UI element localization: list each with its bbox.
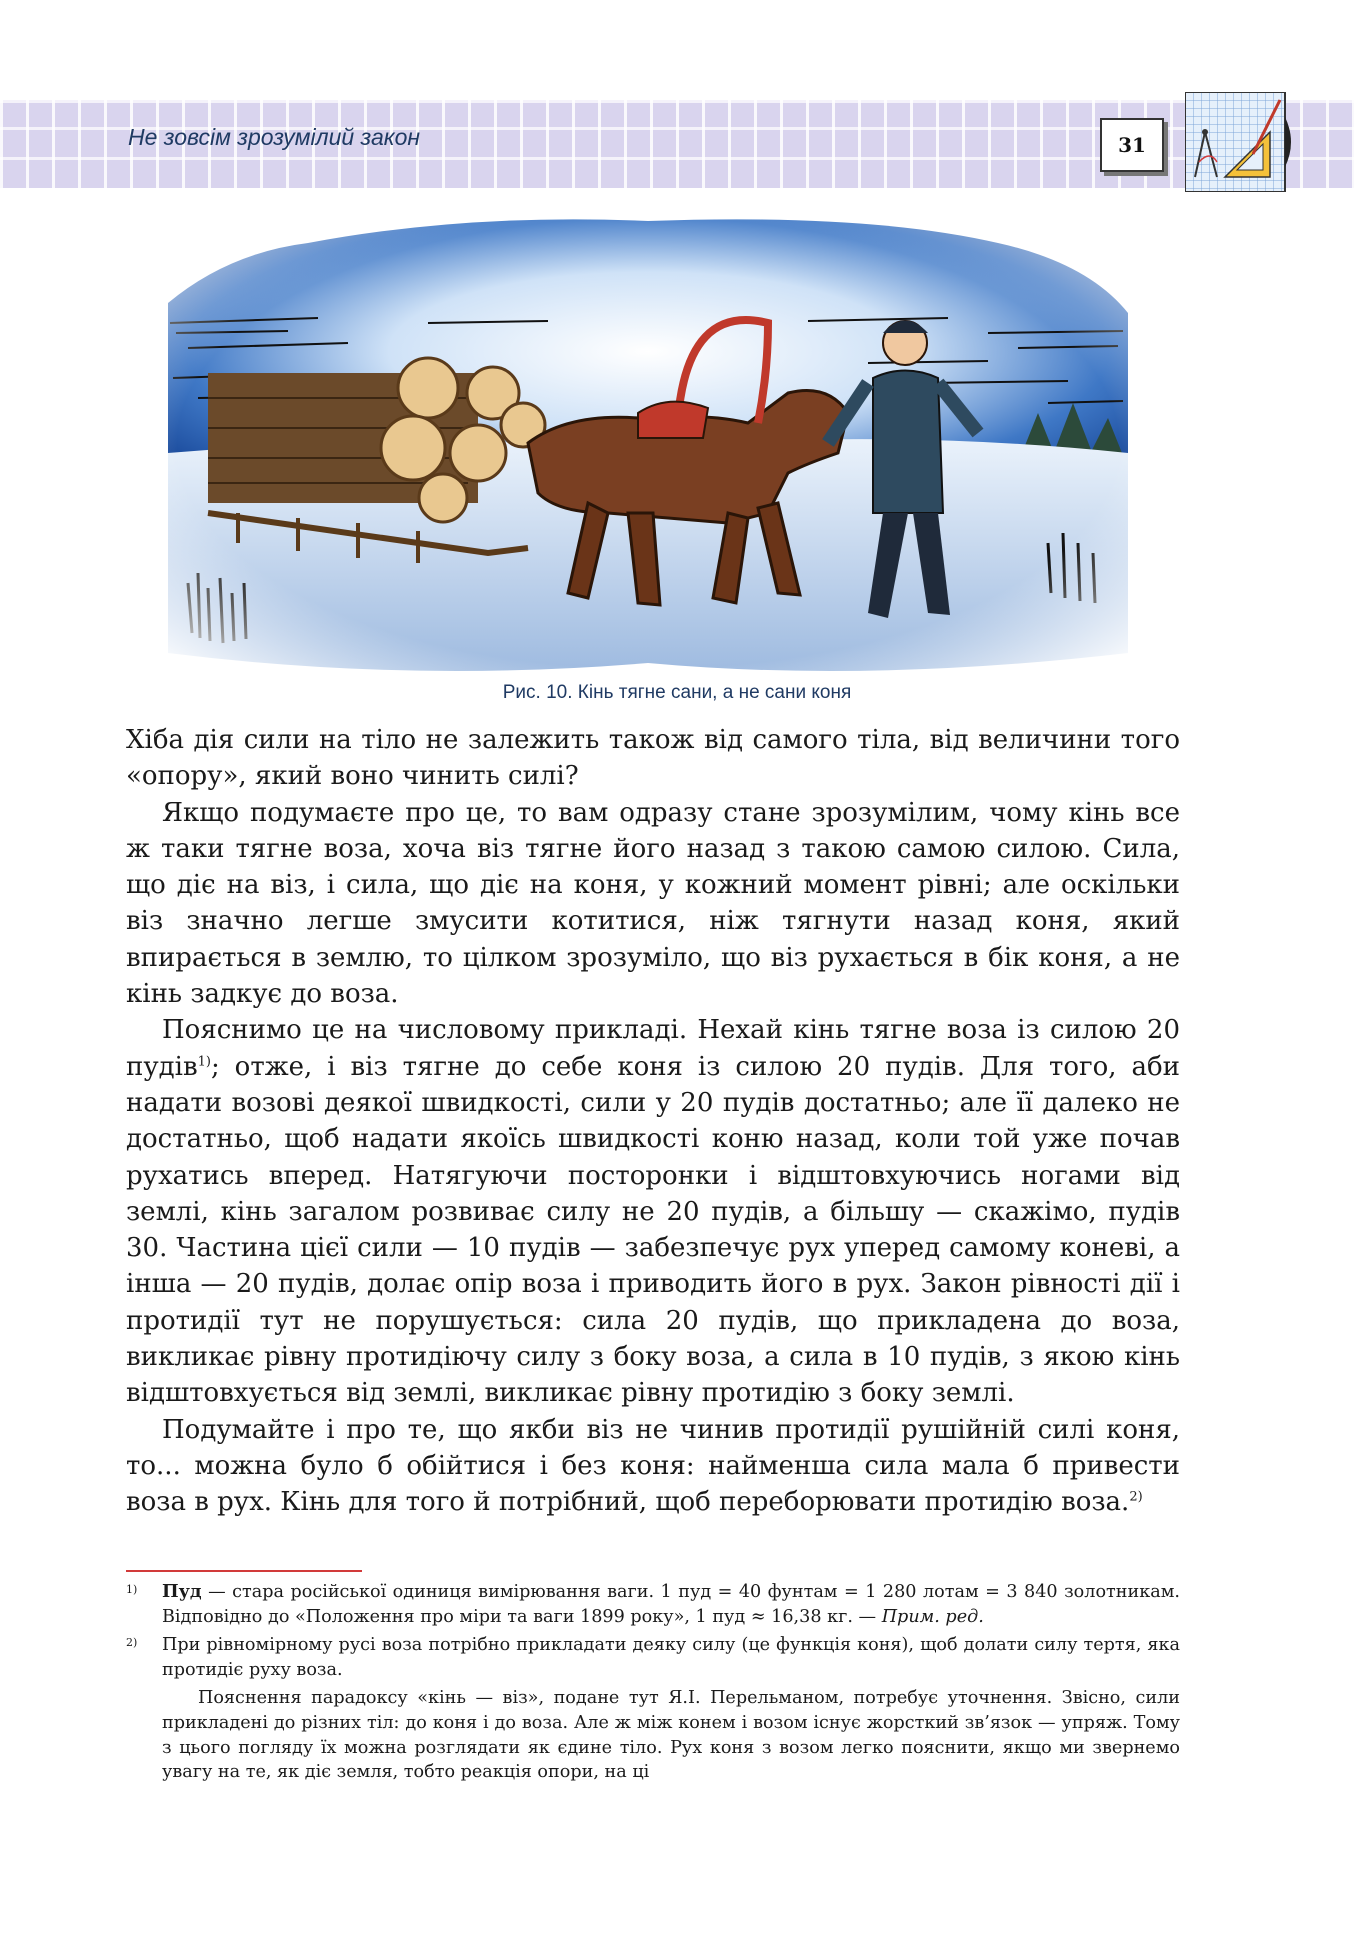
page-number: 31 — [1100, 118, 1164, 172]
footnote-divider — [126, 1570, 362, 1572]
footnote-2-text: При рівномірному русі воза потрібно прикладати деяку силу (це функція коня), щоб долати силу тертя, яка протидіє руху воза. — [162, 1635, 1180, 1680]
drafting-tools-icon — [1185, 92, 1295, 192]
horse-pulling-sledge-illustration — [168, 213, 1128, 673]
paragraph-4 — [126, 1412, 1180, 1521]
paragraph-2: Якщо подумаєте про це, то вам одразу стане зрозумілим, чому кінь все ж таки тягне воза, хоча віз тягне його назад з такою самою силою. Сила, що діє на віз, і сила, що діє на коня, у кожний момент рівні; але оскільки віз значно легше змусити котитися, ніж тягнути назад коня, який впирається в землю, то цілком зрозуміло, що віз рухається в бік коня, а не кінь задкує до воза. — [126, 797, 1180, 1010]
footnote-ref-1: 1) — [197, 1054, 211, 1070]
footnote-ref-2: 2) — [1129, 1489, 1143, 1505]
footnote-1 — [126, 1580, 1180, 1629]
footnote-1-editor-note: Прим. ред. — [881, 1606, 984, 1627]
paragraph-4-text: Подумайте і про те, що якби віз не чинив протидії рушійній силі коня, то... можна було б обійтися і без коня: найменша сила мала б привести воза в рух. Кінь для того й потрібний, щоб переборювати протидію воза. — [126, 1414, 1180, 1518]
footnote-1-text: — стара російської одиниця вимірювання ваги. 1 пуд = 40 фунтам = 1 280 лотам = 3 840 золотникам. Відповідно до «Положення про міри та ваги 1899 року», 1 пуд ≈ 16,38 кг. — — [162, 1582, 1180, 1627]
paragraph-3-rest: ; отже, і віз тягне до себе коня із силою 20 пудів. Для того, аби надати возові деякої швидкості, сили у 20 пудів достатньо; але її далеко не достатньо, щоб надати якоїсь швидкості коню назад, коли той уже почав рухатись вперед. Натягуючи посторонки і відштовхуючись ногами від землі, кінь загалом розвиває силу не 20 пудів, а більшу — скажімо, пудів 30. Частина цієї сили — 10 пудів — забезпечує рух уперед самому коневі, а інша — 20 пудів, долає опір воза і приводить його в рух. Закон рівності дії і протидії тут не порушується: сила 20 пудів, що прикладена до воза, викликає рівну протидіючу силу з боку воза, а сила в 10 пудів, з якою кінь відштовхується від землі, викликає рівну протидію з боку землі. — [126, 1051, 1180, 1409]
figure-caption: Рис. 10. Кінь тягне сани, а не сани коня — [502, 682, 852, 703]
paragraph-3-start: Пояснимо це на числовому прикладі. Нехай кінь тягне воза із силою 20 пудів — [126, 1015, 1180, 1082]
footnote-2-mark: 2) — [126, 1636, 138, 1650]
footnote-1-mark: 1) — [126, 1583, 138, 1596]
footnote-2 — [126, 1633, 1180, 1682]
paragraph-3 — [126, 1012, 1180, 1411]
footnote-1-term: Пуд — [162, 1581, 202, 1602]
footnote-2-continuation: Пояснення парадоксу «кінь — віз», подане тут Я.І. Перельманом, потребує уточнення. Звісно, сили прикладені до різних тіл: до коня і до воза. Але ж між конем і возом існує жорсткий зв’язок — упряж. Тому з цього погляду їх можна розглядати як єдине тіло. Рух коня з возом легко пояснити, якщо ми звернемо увагу на те, як діє земля, тобто реакція опори, на ці — [162, 1688, 1180, 1783]
paragraph-1: Хіба дія сили на тіло не залежить також від самого тіла, від величини того «опору», який воно чинить силі? — [126, 725, 1180, 792]
footnotes — [126, 1580, 1180, 1785]
main-text — [126, 722, 1180, 1521]
running-title: Не зовсім зрозумілий закон — [128, 124, 421, 150]
